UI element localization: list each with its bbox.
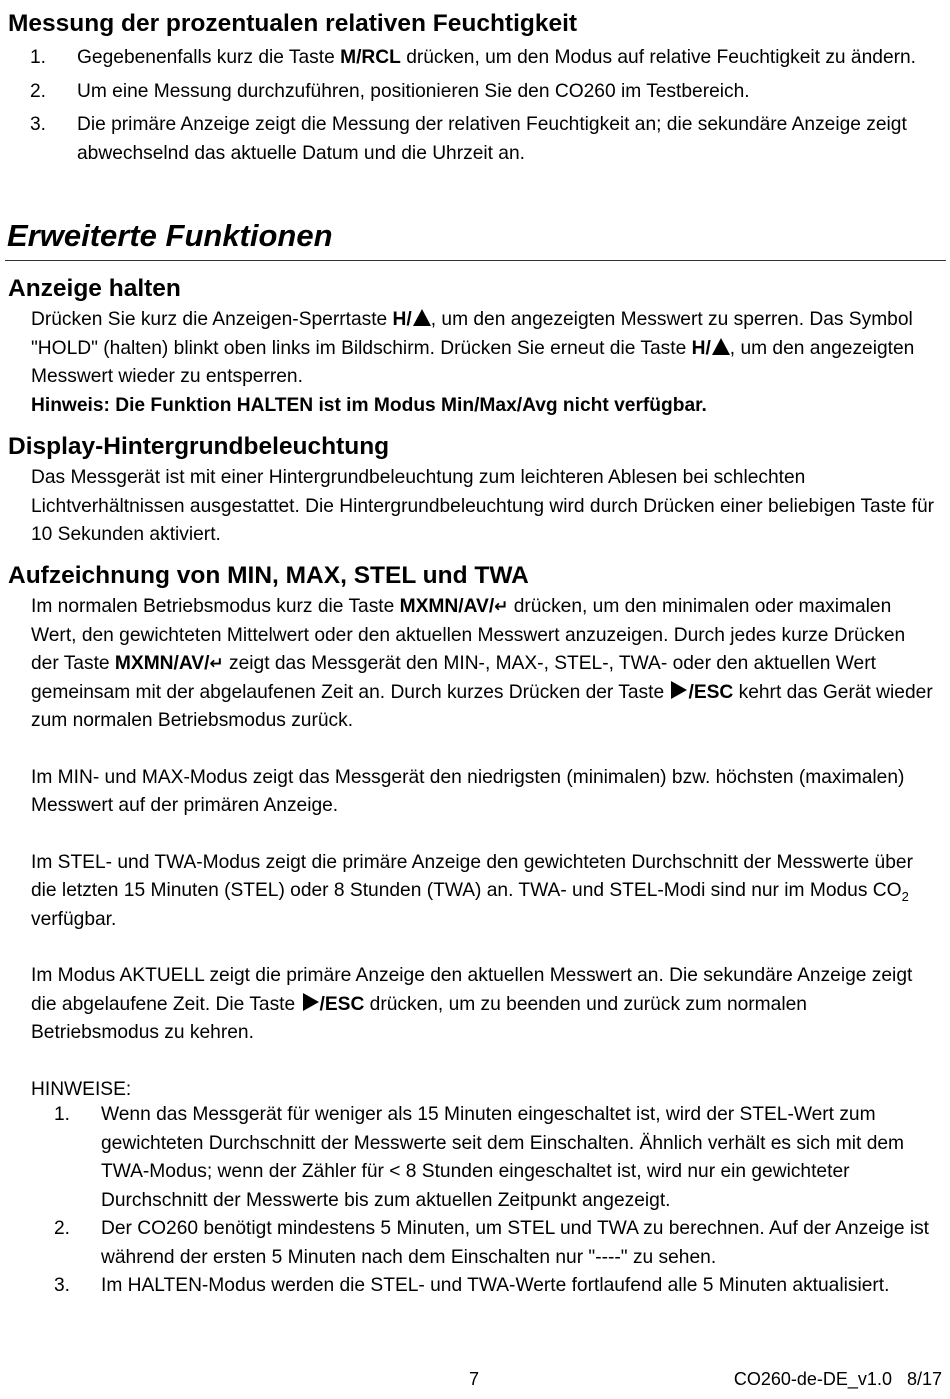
key-label-esc: /ESC [301, 994, 365, 1015]
section-title-hold: Anzeige halten [8, 275, 181, 302]
list-item [54, 1272, 944, 1301]
notes-label: HINWEISE: [31, 1078, 132, 1100]
page-number: 7 [469, 1369, 480, 1389]
backlight-section-body [31, 464, 936, 550]
return-icon: ↵ [209, 654, 224, 674]
list-text: Im HALTEN-Modus werden die STEL- und TWA-Werte fortlaufend alle 5 Minuten aktualisiert. [101, 1275, 890, 1296]
section-title-record: Aufzeichnung von MIN, MAX, STEL und TWA [8, 562, 529, 589]
list-item [30, 78, 930, 107]
notes-list [54, 1101, 944, 1301]
chapter-divider [5, 260, 946, 261]
up-triangle-icon [413, 309, 431, 326]
return-icon: ↵ [494, 597, 509, 617]
list-number: 3. [30, 114, 47, 135]
list-number: 3. [54, 1275, 71, 1296]
list-item [30, 111, 930, 168]
hold-section-body [31, 306, 936, 420]
section-title-backlight: Display-Hintergrundbeleuchtung [8, 433, 390, 460]
document-id: CO260-de-DE_v1.0 8/17 [733, 1369, 942, 1389]
list-text: drücken, um den Modus auf relative Feuchtigkeit zu ändern. [400, 47, 917, 68]
record-paragraph-1: Im normalen Betriebsmodus kurz die Taste MXMN/AV/↵ drücken, um den minimalen oder maximalen Wert, den gewichteten Mittelwert oder den aktuellen Messwert anzuzeigen. Durch jedes kurze Drücken der Taste MXMN/AV/↵ zeigt das Messgerät den MIN-, MAX-, STEL-, TWA- oder den aktuellen Wert gemeinsam mit der abgelaufenen Zeit an. Durch kurzes Drücken der Taste /ESC kehrt das Gerät wieder zum normalen Betriebsmodus zurück. [31, 596, 933, 731]
hold-paragraph: Drücken Sie kurz die Anzeigen-Sperrtaste H/ , um den angezeigten Messwert zu sperren. Das Symbol "HOLD" (halten) blinkt oben links im Bildschirm. Drücken Sie erneut die Taste H/ , um den angezeigten Messwert wieder zu entsperren. [31, 309, 915, 387]
record-paragraph-4: Im Modus AKTUELL zeigt die primäre Anzeige den aktuellen Messwert an. Die sekundäre Anzeige zeigt die abgelaufene Zeit. Die Taste /ESC drücken, um zu beenden und zurück zum normalen Betriebsmodus zu kehren. [31, 965, 913, 1043]
list-text: Um eine Messung durchzuführen, positionieren Sie den CO260 im Testbereich. [77, 80, 750, 102]
chapter-title: Erweiterte Funktionen [7, 218, 333, 253]
humidity-steps-list [30, 44, 930, 168]
list-number: 1. [30, 47, 47, 68]
hold-note: Hinweis: Die Funktion HALTEN ist im Modus Min/Max/Avg nicht verfügbar. [31, 394, 707, 416]
record-section-body [31, 593, 936, 1104]
list-item [30, 44, 930, 73]
list-text: Gegebenenfalls kurz die Taste [77, 47, 341, 68]
key-label-hold: H/ [692, 338, 730, 359]
key-label-mxmn: MXMN/AV/↵ [114, 653, 224, 674]
backlight-paragraph: Das Messgerät ist mit einer Hintergrundbeleuchtung zum leichteren Ablesen bei schlechten Lichtverhältnissen ausgestattet. Die Hintergrundbeleuchtung wird durch Drücken einer beliebigen Taste für 10 Sekunden aktiviert. [31, 467, 935, 545]
key-label-mxmn: MXMN/AV/↵ [399, 596, 509, 617]
key-label-mrcl: M/RCL [340, 47, 401, 68]
play-triangle-icon [303, 993, 319, 1011]
list-number: 2. [30, 80, 47, 102]
section-title-humidity: Messung der prozentualen relativen Feuchtigkeit [8, 10, 578, 37]
key-label-hold: H/ [393, 309, 431, 330]
play-triangle-icon [671, 681, 687, 699]
list-text: Die primäre Anzeige zeigt die Messung der relativen Feuchtigkeit an; die sekundäre Anzeige zeigt abwechselnd das aktuelle Datum und die Uhrzeit an. [77, 114, 907, 164]
record-paragraph-3: Im STEL- und TWA-Modus zeigt die primäre Anzeige den gewichteten Durchschnitt der Messwerte über die letzten 15 Minuten (STEL) oder 8 Stunden (TWA) an. TWA- und STEL-Modi sind nur im Modus $CO_2$ verfügbar. [31, 851, 913, 930]
up-triangle-icon [712, 338, 730, 355]
key-label-esc: /ESC [669, 682, 733, 703]
list-item [54, 1215, 944, 1272]
list-item [54, 1101, 944, 1215]
list-number: 2. [54, 1218, 71, 1239]
subscript-2: 2 [901, 888, 909, 904]
record-paragraph-2: Im MIN- und MAX-Modus zeigt das Messgerät den niedrigsten (minimalen) bzw. höchsten (maximalen) Messwert auf der primären Anzeige. [31, 766, 905, 816]
list-text: Wenn das Messgerät für weniger als 15 Minuten eingeschaltet ist, wird der STEL-Wert zum gewichteten Durchschnitt der Messwerte seit dem Einschalten. Ähnlich verhält es sich mit dem TWA-Modus; wenn der Zähler für < 8 Stunden eingeschaltet ist, wird nur ein gewichteter Durchschnitt der Messwerte bis zum aktuellen Zeitpunkt angezeigt. [101, 1104, 905, 1211]
list-number: 1. [54, 1104, 71, 1125]
list-text: Der CO260 benötigt mindestens 5 Minuten, um STEL und TWA zu berechnen. Auf der Anzeige ist während der ersten 5 Minuten nach dem Einschalten nur "----" zu sehen. [101, 1218, 930, 1268]
